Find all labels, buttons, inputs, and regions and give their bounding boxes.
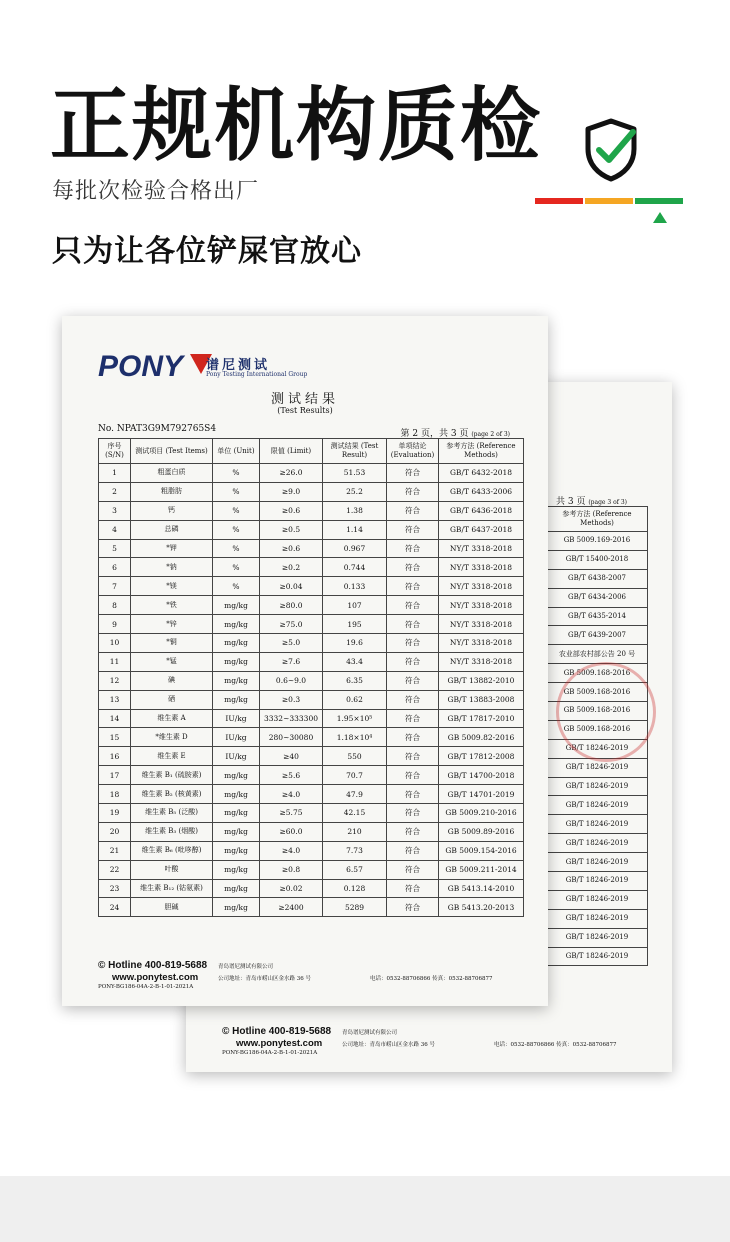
- cell-unit: %: [213, 482, 260, 501]
- cell-result: 25.2: [323, 482, 387, 501]
- cell-method: NY/T 3318-2018: [439, 652, 524, 671]
- cell-item: 维生素 B₅ (泛酸): [131, 804, 213, 823]
- cell-method: GB 5413.14-2010: [439, 879, 524, 898]
- cell-sn: 16: [99, 747, 131, 766]
- cell-limit: ≥4.0: [260, 785, 323, 804]
- website-link: www.ponytest.com: [112, 972, 199, 983]
- cell-result: 1.18×10⁴: [323, 728, 387, 747]
- cell-unit: mg/kg: [213, 634, 260, 653]
- brand-name-en: Pony Testing International Group: [206, 371, 308, 378]
- cell-method: GB/T 18246-2019: [547, 853, 648, 872]
- cell-result: 19.6: [323, 634, 387, 653]
- cell-result: 195: [323, 615, 387, 634]
- bottom-band: [0, 1176, 730, 1242]
- table-header: 参考方法 (Reference Methods): [439, 439, 524, 464]
- cell-limit: ≥0.2: [260, 558, 323, 577]
- table-row: [99, 539, 524, 558]
- cell-method: NY/T 3318-2018: [439, 615, 524, 634]
- cell-unit: %: [213, 520, 260, 539]
- cell-sn: 21: [99, 841, 131, 860]
- table-row: [99, 728, 524, 747]
- cell-result: 47.9: [323, 785, 387, 804]
- back-address: 公司地址：青岛市崂山区金水路 36 号: [342, 1042, 435, 1048]
- cell-evaluation: 符合: [387, 652, 439, 671]
- table-row: [99, 652, 524, 671]
- cell-result: 1.38: [323, 501, 387, 520]
- cell-evaluation: 符合: [387, 822, 439, 841]
- cell-unit: mg/kg: [213, 671, 260, 690]
- cell-sn: 9: [99, 615, 131, 634]
- cell-method: GB 5009.211-2014: [439, 860, 524, 879]
- brand-name-cn: 谱尼测试: [206, 358, 271, 373]
- cell-unit: %: [213, 558, 260, 577]
- cell-method: GB/T 17817-2010: [439, 709, 524, 728]
- table-row: [99, 804, 524, 823]
- cell-sn: 12: [99, 671, 131, 690]
- cell-method: GB/T 18246-2019: [547, 890, 648, 909]
- cell-item: 维生素 A: [131, 709, 213, 728]
- table-row: [99, 822, 524, 841]
- cell-item: 维生素 B₃ (烟酸): [131, 822, 213, 841]
- cell-result: 0.967: [323, 539, 387, 558]
- cell-evaluation: 符合: [387, 898, 439, 917]
- cell-unit: mg/kg: [213, 615, 260, 634]
- cell-sn: 1: [99, 464, 131, 483]
- cell-limit: ≥0.02: [260, 879, 323, 898]
- cell-item: 维生素 B₁ (硫胺素): [131, 766, 213, 785]
- cell-method: GB/T 6432-2018: [439, 464, 524, 483]
- cell-item: *钾: [131, 539, 213, 558]
- cell-evaluation: 符合: [387, 520, 439, 539]
- table-row: [547, 853, 648, 872]
- cell-unit: mg/kg: [213, 841, 260, 860]
- cell-result: 0.128: [323, 879, 387, 898]
- table-row: [99, 709, 524, 728]
- cell-limit: ≥0.6: [260, 539, 323, 558]
- cell-evaluation: 符合: [387, 596, 439, 615]
- cell-limit: ≥0.3: [260, 690, 323, 709]
- company-name: 青岛谱尼测试有限公司: [218, 964, 274, 970]
- table-header: 限值 (Limit): [260, 439, 323, 464]
- cell-unit: mg/kg: [213, 804, 260, 823]
- table-row: [99, 558, 524, 577]
- cell-method: NY/T 3318-2018: [439, 558, 524, 577]
- shield-check-icon: [583, 118, 639, 182]
- cell-method: GB 5009.210-2016: [439, 804, 524, 823]
- table-row: [99, 615, 524, 634]
- table-row: [99, 577, 524, 596]
- cell-unit: IU/kg: [213, 709, 260, 728]
- cell-unit: mg/kg: [213, 652, 260, 671]
- cell-method: NY/T 3318-2018: [439, 634, 524, 653]
- cell-method: GB 5009.168-2016: [547, 664, 648, 683]
- cell-result: 43.4: [323, 652, 387, 671]
- accent-bar-red: [535, 198, 583, 204]
- cell-evaluation: 符合: [387, 577, 439, 596]
- table-row: [547, 815, 648, 834]
- cell-evaluation: 符合: [387, 785, 439, 804]
- cell-evaluation: 符合: [387, 464, 439, 483]
- cell-sn: 8: [99, 596, 131, 615]
- cell-item: 维生素 B₆ (吡哆醇): [131, 841, 213, 860]
- cell-sn: 4: [99, 520, 131, 539]
- table-row: [547, 890, 648, 909]
- cell-method: GB 5009.168-2016: [547, 683, 648, 702]
- triangle-indicator-icon: [653, 212, 667, 223]
- table-row: [99, 596, 524, 615]
- cell-sn: 20: [99, 822, 131, 841]
- cell-evaluation: 符合: [387, 860, 439, 879]
- hotline: © Hotline 400-819-5688: [98, 960, 208, 971]
- cell-result: 5289: [323, 898, 387, 917]
- cell-limit: ≥7.6: [260, 652, 323, 671]
- cell-method: GB/T 18246-2019: [547, 739, 648, 758]
- cell-sn: 14: [99, 709, 131, 728]
- table-row: [547, 550, 648, 569]
- cell-limit: ≥0.8: [260, 860, 323, 879]
- table-row: [99, 482, 524, 501]
- table-row: [99, 785, 524, 804]
- back-page-number-en: (page 3 of 3): [588, 499, 628, 506]
- cell-result: 0.133: [323, 577, 387, 596]
- report-title: 测试结果: [270, 392, 339, 407]
- cell-sn: 7: [99, 577, 131, 596]
- cell-result: 42.15: [323, 804, 387, 823]
- table-row: [99, 747, 524, 766]
- cell-method: GB 5009.82-2016: [439, 728, 524, 747]
- table-row: [547, 607, 648, 626]
- back-page-number: 共 3 页: [556, 497, 586, 507]
- cell-sn: 11: [99, 652, 131, 671]
- back-phone: 电话：0532-88706866 传真：0532-88706877: [494, 1042, 617, 1048]
- cell-item: *锌: [131, 615, 213, 634]
- cell-method: GB/T 6435-2014: [547, 607, 648, 626]
- company-address: 公司地址：青岛市崂山区金水路 36 号: [218, 976, 311, 982]
- page-number-en: (page 2 of 3): [471, 431, 510, 438]
- cell-item: 碘: [131, 671, 213, 690]
- cell-method: GB/T 18246-2019: [547, 872, 648, 891]
- cell-method: GB/T 13883-2008: [439, 690, 524, 709]
- back-company: 青岛谱尼测试有限公司: [342, 1030, 398, 1036]
- cell-method: GB/T 18246-2019: [547, 909, 648, 928]
- cell-sn: 22: [99, 860, 131, 879]
- cell-method: GB/T 6438-2007: [547, 569, 648, 588]
- cell-method: NY/T 3318-2018: [439, 577, 524, 596]
- cell-method: GB/T 17812-2008: [439, 747, 524, 766]
- table-header: 测试项目 (Test Items): [131, 439, 213, 464]
- cell-unit: %: [213, 464, 260, 483]
- cell-evaluation: 符合: [387, 634, 439, 653]
- cell-method: GB 5009.89-2016: [439, 822, 524, 841]
- cell-evaluation: 符合: [387, 841, 439, 860]
- table-header: 测试结果 (Test Result): [323, 439, 387, 464]
- table-row: [547, 796, 648, 815]
- cell-limit: ≥5.75: [260, 804, 323, 823]
- cell-limit: ≥75.0: [260, 615, 323, 634]
- cell-method: GB/T 18246-2019: [547, 777, 648, 796]
- cell-method: GB/T 6433-2006: [439, 482, 524, 501]
- cell-evaluation: 符合: [387, 558, 439, 577]
- cell-method: NY/T 3318-2018: [439, 539, 524, 558]
- table-row: [547, 872, 648, 891]
- cell-method: GB/T 18246-2019: [547, 834, 648, 853]
- pony-logo: PONY: [98, 350, 184, 383]
- cell-sn: 5: [99, 539, 131, 558]
- cell-method: GB 5413.20-2013: [439, 898, 524, 917]
- cell-method: GB/T 15400-2018: [547, 550, 648, 569]
- table-row: [547, 569, 648, 588]
- cell-result: 7.73: [323, 841, 387, 860]
- accent-bar-green: [635, 198, 683, 204]
- cell-result: 0.62: [323, 690, 387, 709]
- cell-method: GB 5009.169-2016: [547, 532, 648, 551]
- cell-evaluation: 符合: [387, 482, 439, 501]
- table-row: [99, 898, 524, 917]
- cell-limit: ≥26.0: [260, 464, 323, 483]
- cell-unit: IU/kg: [213, 747, 260, 766]
- cell-item: 硒: [131, 690, 213, 709]
- cell-item: *钠: [131, 558, 213, 577]
- cell-result: 107: [323, 596, 387, 615]
- table-row: [547, 928, 648, 947]
- cell-unit: mg/kg: [213, 690, 260, 709]
- cell-evaluation: 符合: [387, 539, 439, 558]
- cell-method: GB/T 6437-2018: [439, 520, 524, 539]
- cell-method: GB/T 14700-2018: [439, 766, 524, 785]
- cell-sn: 24: [99, 898, 131, 917]
- cell-item: 维生素 E: [131, 747, 213, 766]
- cell-sn: 18: [99, 785, 131, 804]
- cell-unit: %: [213, 577, 260, 596]
- cell-limit: 280~30080: [260, 728, 323, 747]
- cell-unit: mg/kg: [213, 766, 260, 785]
- cell-evaluation: 符合: [387, 709, 439, 728]
- cell-evaluation: 符合: [387, 615, 439, 634]
- subtitle: 每批次检验合格出厂: [52, 179, 260, 204]
- cell-method: GB/T 18246-2019: [547, 947, 648, 966]
- back-hotline: © Hotline 400-819-5688: [222, 1026, 332, 1037]
- cell-result: 51.53: [323, 464, 387, 483]
- table-row: [99, 690, 524, 709]
- cell-unit: %: [213, 501, 260, 520]
- cell-method: GB/T 13882-2010: [439, 671, 524, 690]
- cell-method: GB/T 18246-2019: [547, 815, 648, 834]
- table-row: [547, 626, 648, 645]
- table-row: [547, 947, 648, 966]
- cell-limit: ≥0.6: [260, 501, 323, 520]
- report-title-en: (Test Results): [277, 406, 333, 415]
- back-methods-header: 参考方法 (Reference Methods): [547, 507, 648, 532]
- table-row: [99, 860, 524, 879]
- table-row: [547, 532, 648, 551]
- cell-evaluation: 符合: [387, 766, 439, 785]
- cell-result: 6.57: [323, 860, 387, 879]
- table-header: 序号 (S/N): [99, 439, 131, 464]
- cell-item: *铁: [131, 596, 213, 615]
- cell-unit: mg/kg: [213, 785, 260, 804]
- cell-limit: ≥60.0: [260, 822, 323, 841]
- cell-evaluation: 符合: [387, 804, 439, 823]
- table-row: [547, 588, 648, 607]
- cell-limit: ≥5.6: [260, 766, 323, 785]
- table-row: [99, 766, 524, 785]
- table-row: [547, 645, 648, 664]
- cell-result: 0.744: [323, 558, 387, 577]
- cell-item: *维生素 D: [131, 728, 213, 747]
- cell-method: GB/T 18246-2019: [547, 928, 648, 947]
- cell-method: GB 5009.168-2016: [547, 702, 648, 721]
- cell-unit: %: [213, 539, 260, 558]
- cell-item: 粗蛋白质: [131, 464, 213, 483]
- cell-item: 叶酸: [131, 860, 213, 879]
- cell-method: GB/T 6436-2018: [439, 501, 524, 520]
- cell-limit: ≥9.0: [260, 482, 323, 501]
- cell-method: GB 5009.168-2016: [547, 720, 648, 739]
- cell-evaluation: 符合: [387, 728, 439, 747]
- cell-unit: IU/kg: [213, 728, 260, 747]
- cell-method: GB/T 6439-2007: [547, 626, 648, 645]
- cell-sn: 10: [99, 634, 131, 653]
- table-row: [99, 520, 524, 539]
- cell-limit: ≥4.0: [260, 841, 323, 860]
- table-row: [547, 909, 648, 928]
- cell-item: *锰: [131, 652, 213, 671]
- table-row: [99, 501, 524, 520]
- cell-sn: 2: [99, 482, 131, 501]
- cell-method: GB/T 6434-2006: [547, 588, 648, 607]
- cell-sn: 15: [99, 728, 131, 747]
- cell-limit: ≥2400: [260, 898, 323, 917]
- cell-method: GB 5009.154-2016: [439, 841, 524, 860]
- cell-unit: mg/kg: [213, 596, 260, 615]
- table-row: [99, 879, 524, 898]
- cell-limit: 3332~333300: [260, 709, 323, 728]
- cell-evaluation: 符合: [387, 501, 439, 520]
- table-row: [99, 464, 524, 483]
- cell-unit: mg/kg: [213, 860, 260, 879]
- cell-item: 维生素 B₂ (核黄素): [131, 785, 213, 804]
- cell-method: 农业部农村部公告 20 号: [547, 645, 648, 664]
- page-number: 第 2 页，共 3 页: [400, 429, 469, 439]
- table-header: 单位 (Unit): [213, 439, 260, 464]
- back-doc-id: PONY-BG186-04A-2-B-1-01-2021A: [222, 1050, 318, 1056]
- table-row: [99, 634, 524, 653]
- cell-item: 粗脂肪: [131, 482, 213, 501]
- cell-sn: 3: [99, 501, 131, 520]
- cell-method: NY/T 3318-2018: [439, 596, 524, 615]
- cell-evaluation: 符合: [387, 690, 439, 709]
- cell-limit: ≥40: [260, 747, 323, 766]
- cell-result: 550: [323, 747, 387, 766]
- back-website: www.ponytest.com: [236, 1038, 323, 1049]
- cell-item: 胆碱: [131, 898, 213, 917]
- cell-item: 总磷: [131, 520, 213, 539]
- cell-sn: 17: [99, 766, 131, 785]
- cell-sn: 6: [99, 558, 131, 577]
- cell-method: GB/T 18246-2019: [547, 758, 648, 777]
- cell-sn: 23: [99, 879, 131, 898]
- cell-unit: mg/kg: [213, 879, 260, 898]
- cell-item: 钙: [131, 501, 213, 520]
- cell-evaluation: 符合: [387, 671, 439, 690]
- cell-item: *镁: [131, 577, 213, 596]
- cell-result: 70.7: [323, 766, 387, 785]
- cell-result: 6.35: [323, 671, 387, 690]
- cell-result: 1.14: [323, 520, 387, 539]
- tagline: 只为让各位铲屎官放心: [52, 234, 362, 269]
- cell-result: 1.95×10⁵: [323, 709, 387, 728]
- cell-evaluation: 符合: [387, 879, 439, 898]
- table-row: [99, 671, 524, 690]
- cell-sn: 13: [99, 690, 131, 709]
- cell-limit: ≥80.0: [260, 596, 323, 615]
- table-header: 单项结论 (Evaluation): [387, 439, 439, 464]
- cell-limit: ≥0.04: [260, 577, 323, 596]
- cell-method: GB/T 14701-2019: [439, 785, 524, 804]
- official-stamp: [556, 662, 656, 762]
- cell-result: 210: [323, 822, 387, 841]
- page-title: 正规机构质检: [50, 79, 542, 172]
- cell-unit: mg/kg: [213, 898, 260, 917]
- cell-limit: ≥0.5: [260, 520, 323, 539]
- cell-item: 维生素 B₁₂ (钴氨素): [131, 879, 213, 898]
- cell-limit: 0.6~9.0: [260, 671, 323, 690]
- accent-bar-yellow: [585, 198, 633, 204]
- table-row: [99, 841, 524, 860]
- cell-evaluation: 符合: [387, 747, 439, 766]
- cell-limit: ≥5.0: [260, 634, 323, 653]
- table-row: [547, 834, 648, 853]
- results-table: [98, 438, 524, 917]
- report-page-2: [62, 316, 548, 1006]
- table-row: [547, 777, 648, 796]
- cell-sn: 19: [99, 804, 131, 823]
- cell-item: *铜: [131, 634, 213, 653]
- report-number: No. NPAT3G9M792765S4: [98, 424, 217, 434]
- cell-method: GB/T 18246-2019: [547, 796, 648, 815]
- doc-id: PONY-BG186-04A-2-B-1-01-2021A: [98, 984, 194, 990]
- cell-unit: mg/kg: [213, 822, 260, 841]
- company-phone: 电话：0532-88706866 传真：0532-88706877: [370, 976, 493, 982]
